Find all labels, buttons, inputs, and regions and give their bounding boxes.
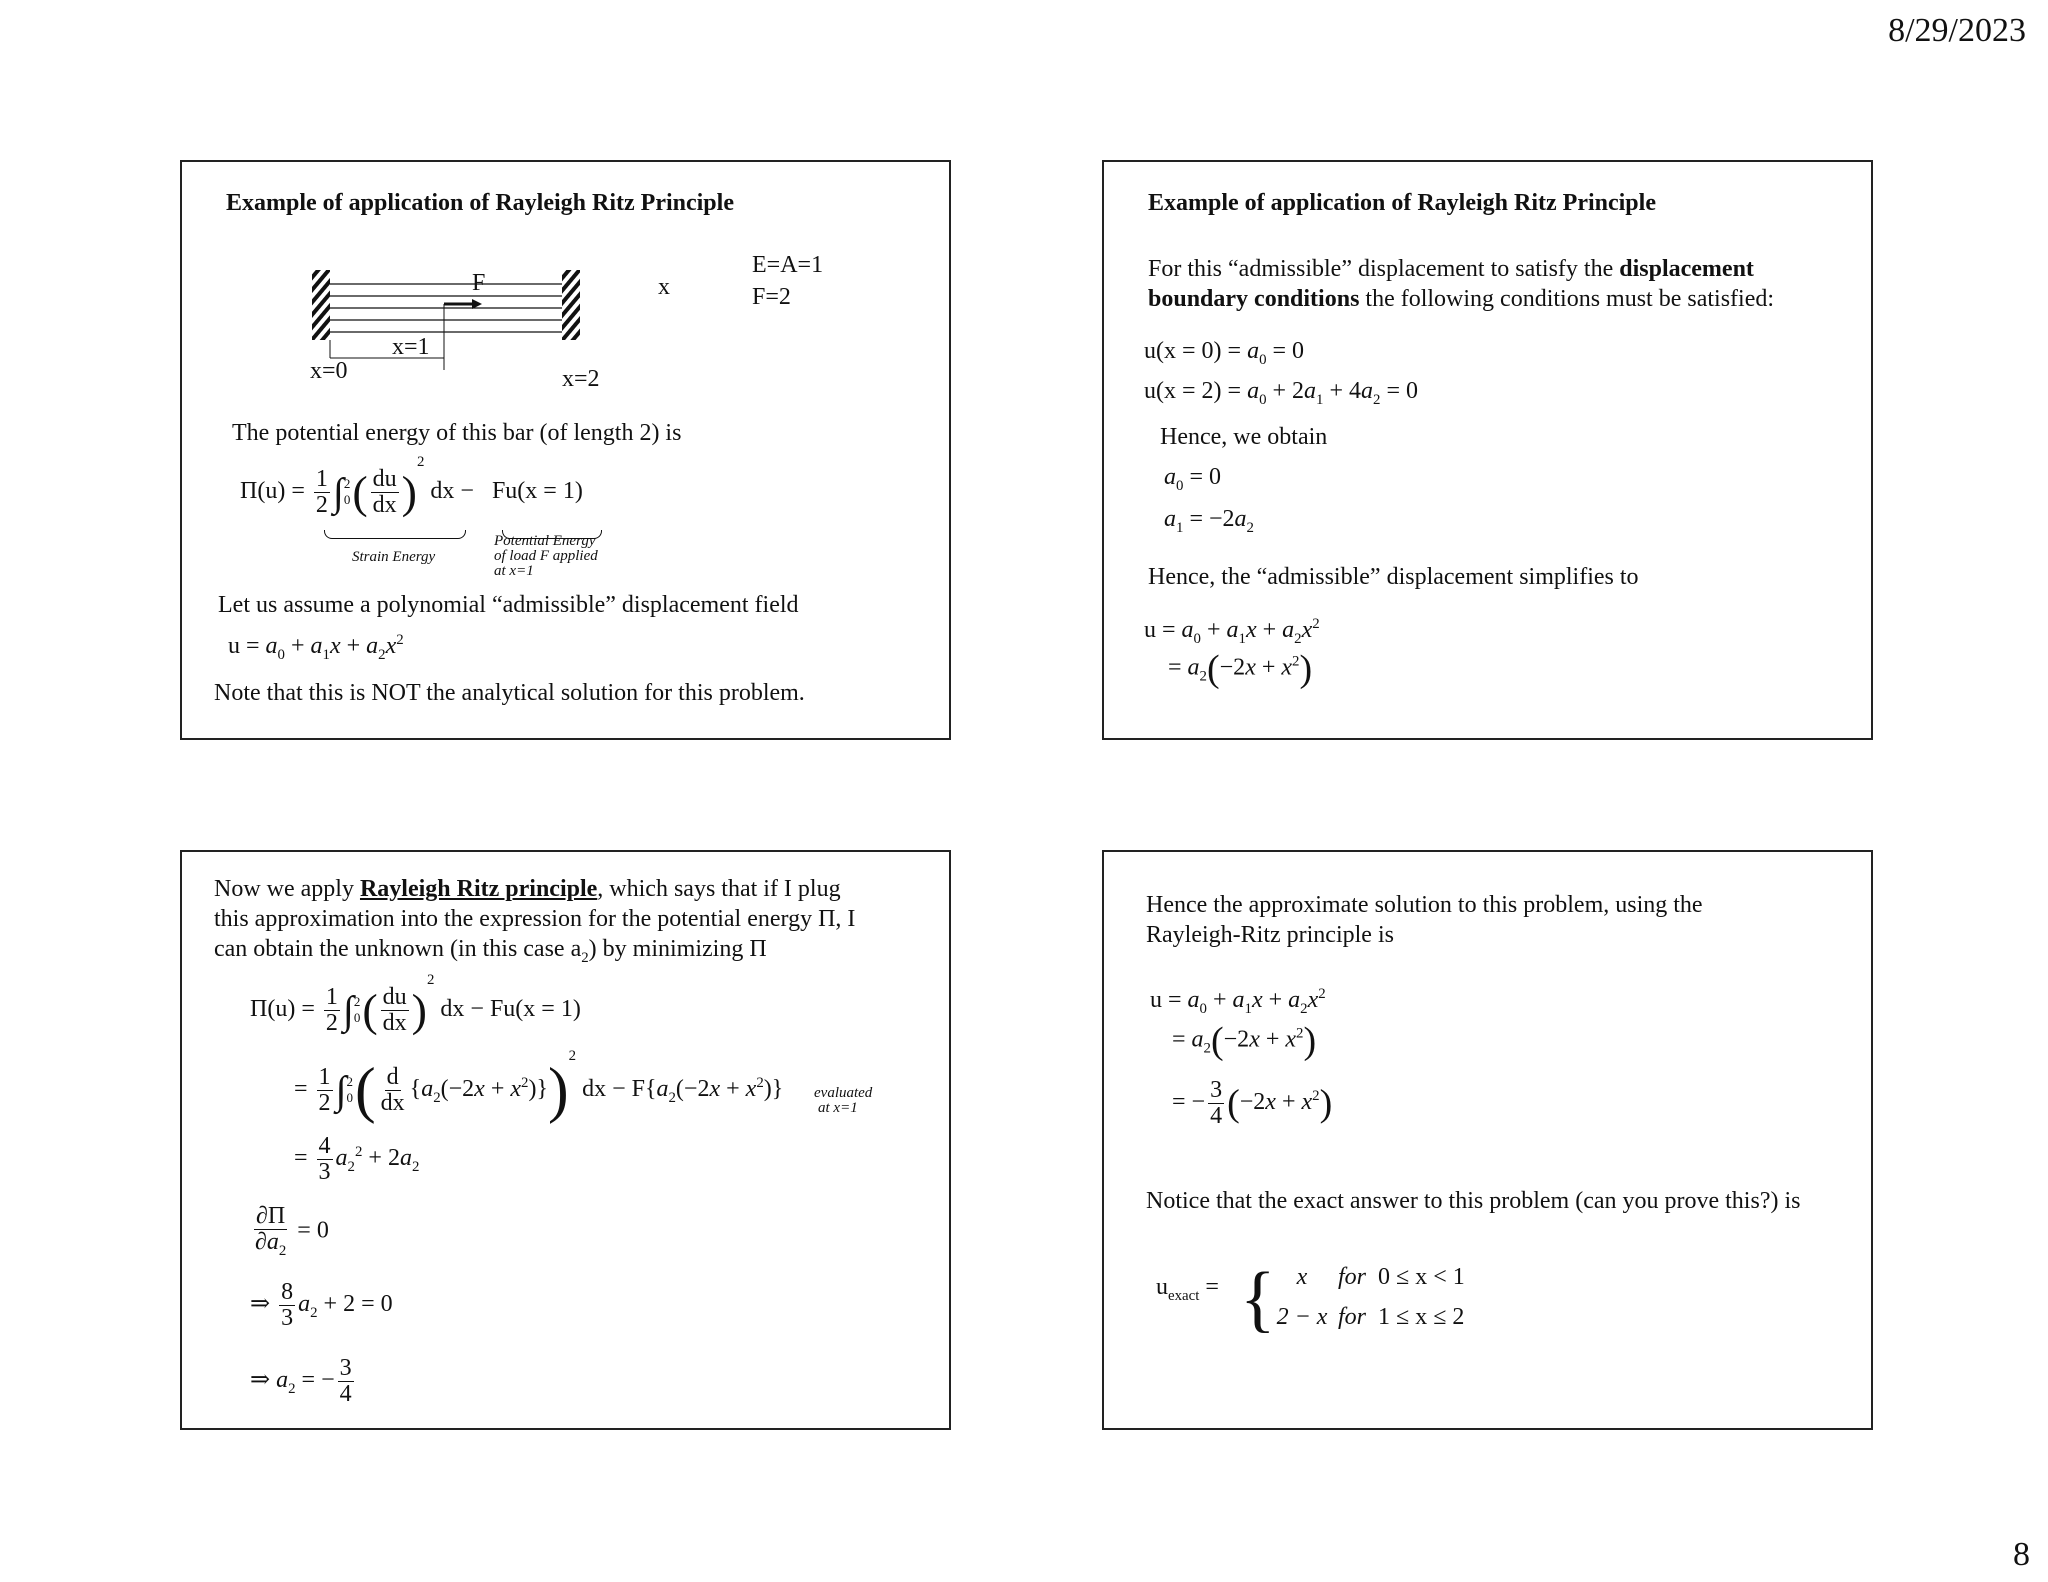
derivative-condition: $\frac{\partial\Pi}{\partial a_2}$ = 0 <box>255 1203 329 1259</box>
exact-case-1: x for 0 ≤ x < 1 <box>1296 1264 1465 1290</box>
page-date: 8/29/2023 <box>1888 12 2026 49</box>
page-number: 8 <box>2013 1536 2030 1573</box>
bc-equation-2: $u(x = 2) = a_0 + 2a_1 + 4a_2 = 0$ <box>1144 378 1419 408</box>
evaluated-label-1: evaluated <box>814 1085 873 1101</box>
bc-equation-1: $u(x = 0) = a_0 = 0$ <box>1144 338 1305 368</box>
bc-paragraph-line-2: boundary conditions the following conditions must be satisfied: <box>1148 286 1775 312</box>
potential-energy-equation: Π(u) = $\frac{1}{2}$ ∫ 2 0 ( $\frac{du}{dx}$ )$^2$ dx − Fu(x = 1) <box>240 454 583 518</box>
x1-label: x=1 <box>392 334 430 360</box>
potential-energy-line-2: = $\frac{1}{2}$ ∫ 2 0 ( $\frac{d}{dx}$ $\{a_2(-2x + x^2)\})^2$ dx − $F\{a_2(-2x + x^2)\}$ <box>294 1048 784 1125</box>
slide-3 <box>180 850 951 1430</box>
force-label: F <box>472 270 486 296</box>
assume-text: Let us assume a polynomial “admissible” displacement field <box>218 592 799 618</box>
a0-result: $a_0 = 0$ <box>1164 464 1221 494</box>
simplified-displacement-1: $u = a_0 + a_1x + a_2x^2$ <box>1144 616 1320 647</box>
potential-energy-line-1: Π(u) = $\frac{1}{2}$ ∫ 2 0 ( $\frac{du}{dx}$ )$^2$ dx − Fu(x = 1) <box>250 972 581 1036</box>
piecewise-brace: { <box>1240 1258 1276 1340</box>
hence-obtain-text: Hence, we obtain <box>1160 424 1328 450</box>
prop-ea: E=A=1 <box>752 252 824 278</box>
exact-solution-lhs: $u_{exact}$ = <box>1156 1274 1219 1304</box>
load-energy-label-3: at x=1 <box>494 563 534 579</box>
prop-f: F=2 <box>752 284 791 310</box>
strain-underbrace <box>324 530 466 539</box>
slide-title: Example of application of Rayleigh Ritz Principle <box>1148 190 1656 216</box>
a1-result: $a_1 = -2a_2$ <box>1164 506 1254 536</box>
potential-energy-line-3: = $\frac{4}{3}$ $a_2^2 + 2a_2$ <box>294 1133 420 1186</box>
implication-line-1: ⇒ $\frac{8}{3}$ $a_2 + 2 = 0$ <box>250 1279 393 1332</box>
exact-case-2: 2 − x for 1 ≤ x ≤ 2 <box>1276 1304 1465 1330</box>
rr-paragraph-line-2: this approximation into the expression for the potential energy Π, I <box>214 906 856 932</box>
x-axis-label: x <box>658 274 670 300</box>
implication-line-2: ⇒ $a_2$ = − $\frac{3}{4}$ <box>250 1355 352 1408</box>
potential-intro: The potential energy of this bar (of length 2) is <box>232 420 682 446</box>
bar-diagram <box>312 262 612 372</box>
evaluated-label-2: at x=1 <box>818 1100 858 1116</box>
right-wall-support <box>562 270 580 340</box>
approx-solution-line-1: $u = a_0 + a_1x + a_2x^2$ <box>1150 986 1326 1017</box>
approx-paragraph-line-2: Rayleigh-Ritz principle is <box>1146 922 1394 948</box>
approx-solution-line-2: = $a_2(-2x + x^2)$ <box>1172 1020 1317 1062</box>
x0-label: x=0 <box>310 358 348 384</box>
rr-paragraph-line-3: can obtain the unknown (in this case $a_2$) by minimizing Π <box>214 936 767 966</box>
left-wall-support <box>312 270 330 340</box>
note-text: Note that this is NOT the analytical solution for this problem. <box>214 680 805 706</box>
displacement-field-equation: $u = a_0 + a_1x + a_2x^2$ <box>228 632 404 663</box>
simplified-displacement-2: = $a_2(-2x + x^2)$ <box>1168 648 1313 690</box>
bc-paragraph-line-1: For this “admissible” displacement to satisfy the displacement <box>1148 256 1754 282</box>
approx-solution-line-3: = − $\frac{3}{4}$ $(-2x + x^2)$ <box>1172 1077 1333 1130</box>
x2-label: x=2 <box>562 366 600 392</box>
slide-2 <box>1102 160 1873 740</box>
approx-paragraph-line-1: Hence the approximate solution to this problem, using the <box>1146 892 1703 918</box>
strain-energy-label: Strain Energy <box>352 549 436 565</box>
slide-1 <box>180 160 951 740</box>
slide-title: Example of application of Rayleigh Ritz Principle <box>226 190 734 216</box>
rr-paragraph-line-1: Now we apply Rayleigh Ritz principle, which says that if I plug <box>214 876 841 902</box>
slide-4 <box>1102 850 1873 1430</box>
load-energy-label-1: Potential Energy <box>494 533 596 549</box>
exact-answer-text: Notice that the exact answer to this problem (can you prove this?) is <box>1146 1188 1801 1214</box>
load-energy-label-2: of load F applied <box>494 548 598 564</box>
hence-simplifies-text: Hence, the “admissible” displacement simplifies to <box>1148 564 1639 590</box>
